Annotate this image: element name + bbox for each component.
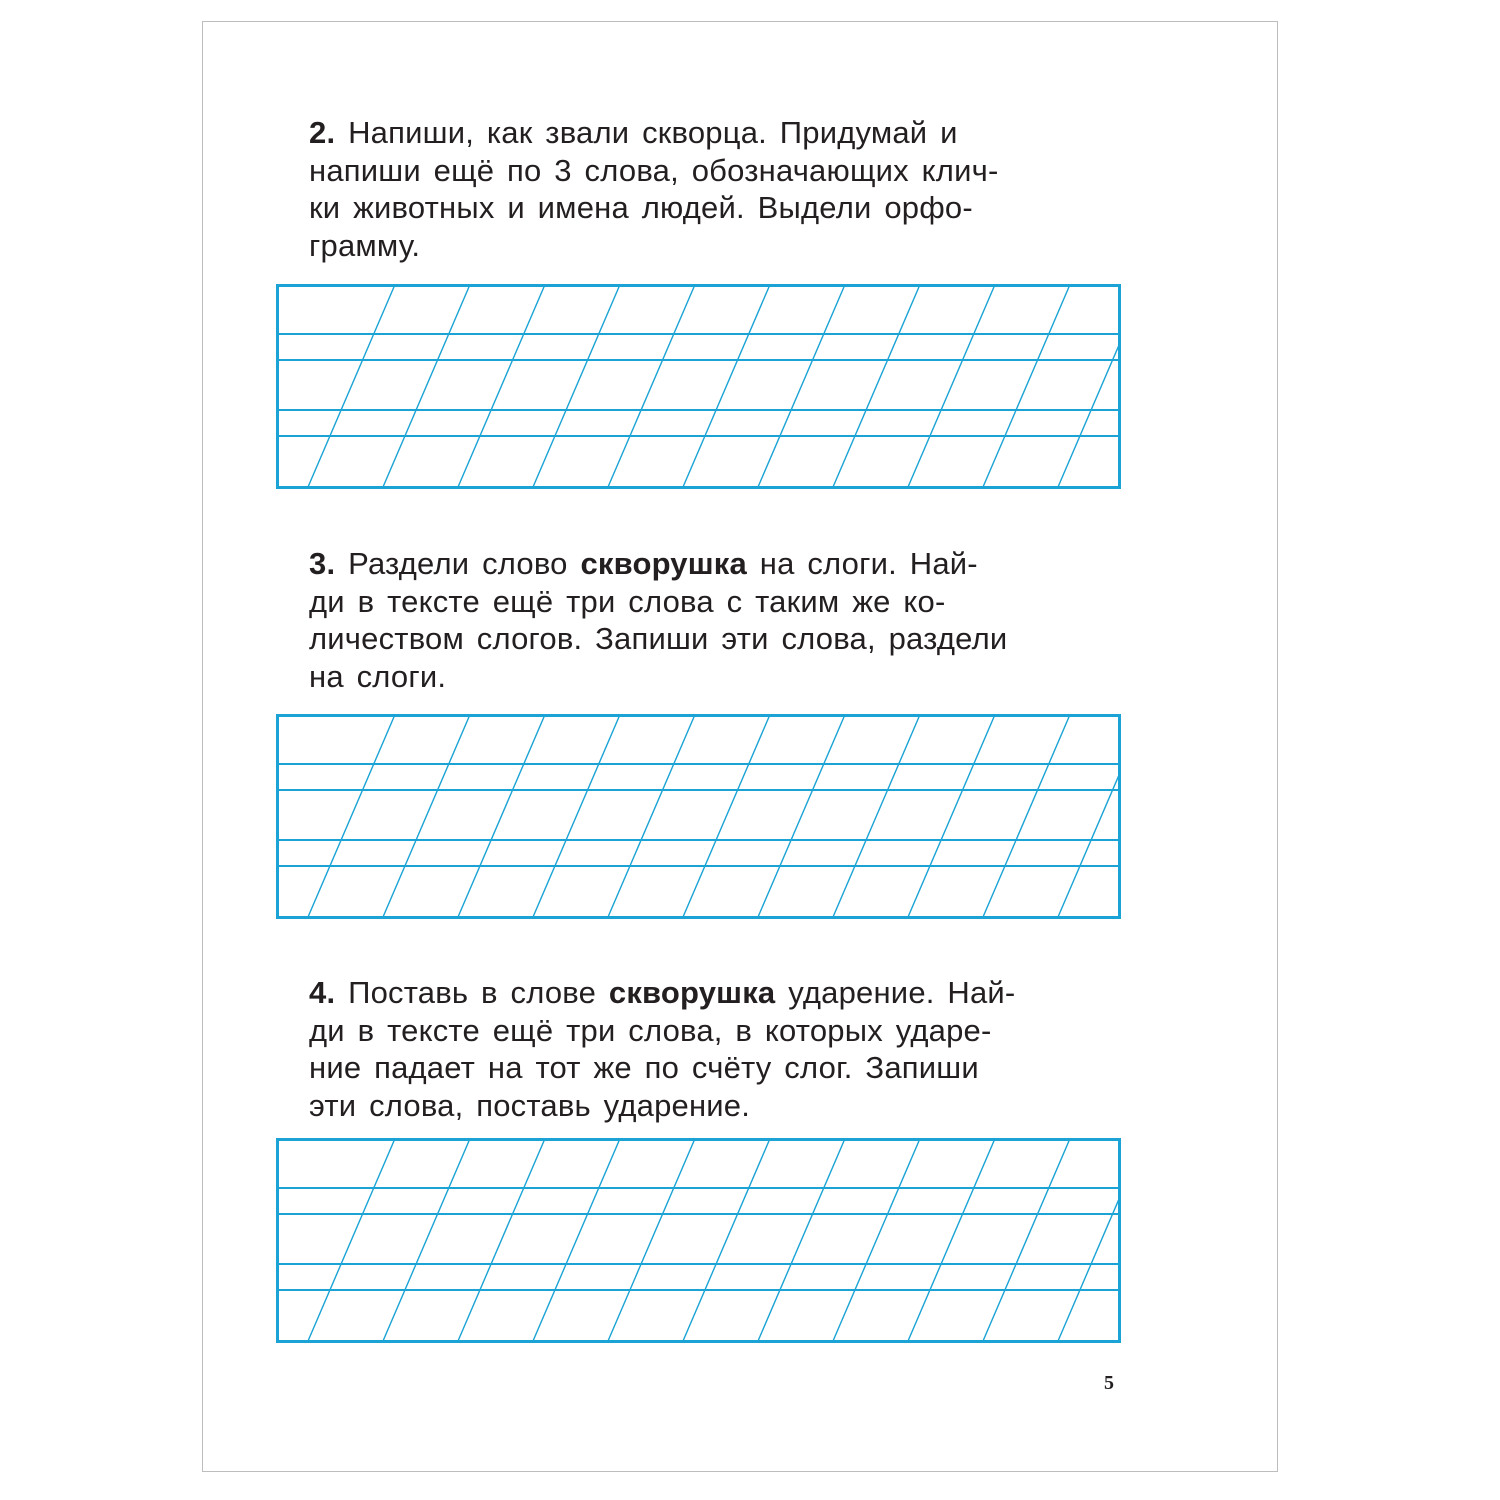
task-text: напиши ещё по 3 слова, обозначающих клич- — [309, 152, 999, 188]
task-text: личеством слогов. Запиши эти слова, раздели — [309, 621, 1008, 657]
task-text: Поставь в слове — [348, 975, 609, 1010]
grid-lines — [276, 714, 1121, 919]
task-text: грамму. — [309, 228, 421, 264]
slant-line — [383, 1140, 469, 1341]
slant-line — [833, 716, 919, 917]
task-text: ние падает на тот же по счёту слог. Запиши — [309, 1050, 979, 1086]
task-text-line — [309, 583, 1117, 621]
task-text: Напиши, как звали скворца. Придумай и — [348, 115, 958, 150]
highlighted-word: скворушка — [608, 975, 776, 1010]
slant-line — [533, 286, 619, 487]
slant-line — [758, 1140, 844, 1341]
highlighted-word: скворушка — [580, 546, 747, 581]
task-text: Раздели слово — [348, 546, 581, 581]
slant-line — [308, 1140, 394, 1341]
task-text-line — [309, 620, 1117, 658]
task-text: ди в тексте ещё три слова с таким же ко- — [309, 583, 946, 619]
grid-lines — [276, 284, 1121, 489]
task-number: 4. — [309, 975, 336, 1010]
writing-grid-task-3[interactable] — [276, 714, 1121, 919]
task-text-line — [309, 189, 1117, 227]
slant-line — [683, 1140, 769, 1341]
task-number: 3. — [309, 546, 336, 581]
slant-line — [608, 286, 694, 487]
task-text: ки животных и имена людей. Выдели орфо- — [309, 190, 973, 226]
task-text: на слоги. Най- — [746, 546, 978, 581]
slant-line — [983, 716, 1069, 917]
slant-line — [1058, 716, 1121, 917]
slant-line — [908, 1140, 994, 1341]
writing-grid-task-2[interactable] — [276, 284, 1121, 489]
task-text-line — [309, 227, 1117, 265]
slant-line — [1058, 1140, 1121, 1341]
task-text-line — [309, 1087, 1117, 1125]
task-text: ди в тексте ещё три слова, в которых ударе- — [309, 1012, 992, 1048]
task-text-line — [309, 545, 1117, 583]
slant-line — [833, 286, 919, 487]
task-text-line — [309, 114, 1117, 152]
task-text-line — [309, 1049, 1117, 1087]
slant-line — [608, 1140, 694, 1341]
slant-line — [533, 1140, 619, 1341]
task-2 — [309, 114, 1117, 265]
page-number: 5 — [1104, 1372, 1114, 1394]
grid-border — [278, 286, 1120, 488]
task-3 — [309, 545, 1117, 696]
slant-line — [908, 716, 994, 917]
slant-line — [758, 286, 844, 487]
task-text: эти слова, поставь ударение. — [309, 1088, 751, 1124]
slant-line — [908, 286, 994, 487]
slant-line — [458, 716, 544, 917]
grid-border — [278, 716, 1120, 918]
slant-line — [983, 286, 1069, 487]
slant-line — [308, 716, 394, 917]
task-text-line — [309, 974, 1117, 1012]
slant-line — [683, 286, 769, 487]
slant-line — [383, 716, 469, 917]
task-text: ударение. Най- — [775, 975, 1016, 1010]
slant-line — [533, 716, 619, 917]
slant-line — [383, 286, 469, 487]
slant-line — [833, 1140, 919, 1341]
grid-lines — [276, 1138, 1121, 1343]
slant-line — [458, 1140, 544, 1341]
slant-line — [1058, 286, 1121, 487]
slant-line — [308, 286, 394, 487]
task-4 — [309, 974, 1117, 1125]
slant-line — [758, 716, 844, 917]
writing-grid-task-4[interactable] — [276, 1138, 1121, 1343]
task-text: на слоги. — [309, 659, 447, 695]
slant-line — [608, 716, 694, 917]
grid-border — [278, 1140, 1120, 1342]
slant-line — [983, 1140, 1069, 1341]
slant-line — [683, 716, 769, 917]
slant-line — [458, 286, 544, 487]
task-number: 2. — [309, 115, 336, 150]
task-text-line — [309, 1012, 1117, 1050]
task-text-line — [309, 152, 1117, 190]
task-text-line — [309, 658, 1117, 696]
